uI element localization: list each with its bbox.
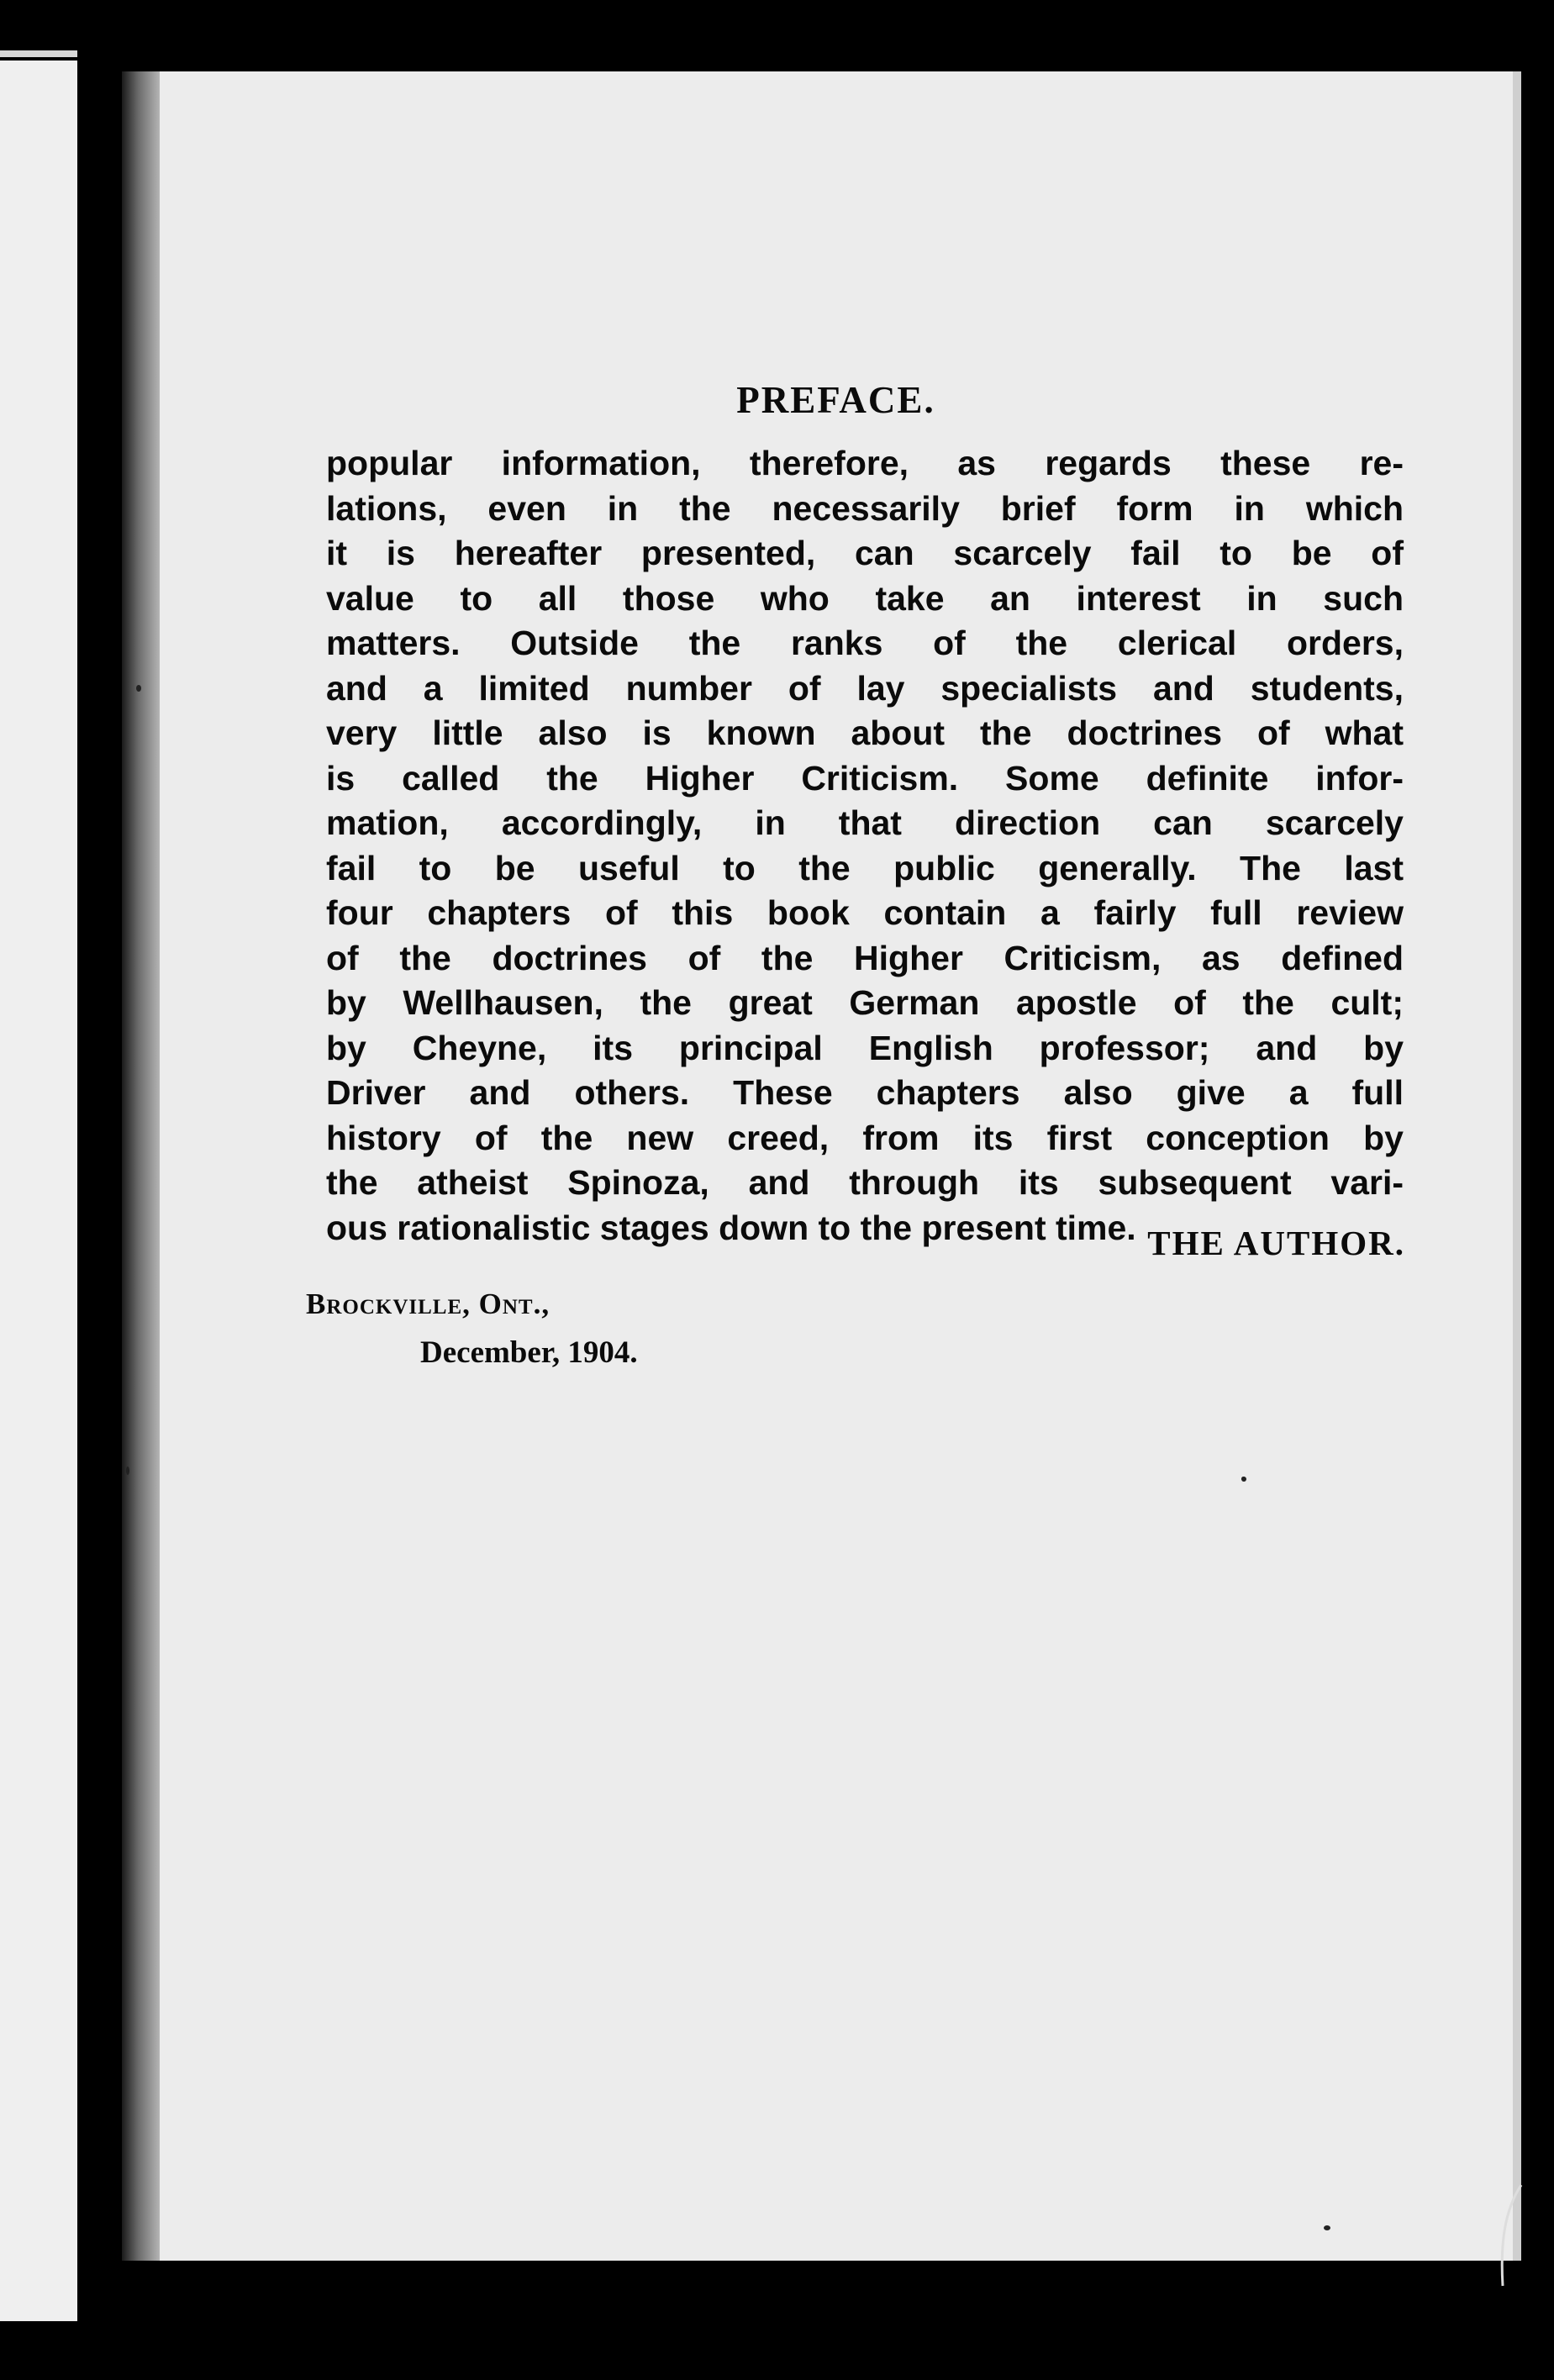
scan-speck — [1241, 1477, 1246, 1481]
author-signature: THE AUTHOR. — [1147, 1224, 1405, 1262]
date-line: December, 1904. — [420, 1335, 638, 1370]
text-line: of the doctrines of the Higher Criticism, as defined — [326, 938, 1404, 977]
text-line: very little also is known about the doctrines of what — [326, 713, 1404, 752]
text-line: fail to be useful to the public generally. The last — [326, 848, 1404, 887]
facing-page-edge — [0, 61, 77, 2321]
book-spine — [122, 71, 162, 2261]
preface-body — [326, 441, 1404, 1251]
text-line: Driver and others. These chapters also give a full — [326, 1073, 1404, 1112]
text-line: the atheist Spinoza, and through its subsequent vari- — [326, 1163, 1404, 1202]
text-line: is called the Higher Criticism. Some definite infor- — [326, 758, 1404, 798]
text-line: mation, accordingly, in that direction can scarcely — [326, 803, 1404, 842]
text-line: it is hereafter presented, can scarcely fail to be of — [326, 534, 1404, 572]
text-line: matters. Outside the ranks of the clerical orders, — [326, 624, 1404, 662]
scan-speck — [136, 685, 141, 692]
text-line: by Cheyne, its principal English professor; and by — [326, 1028, 1404, 1067]
page-heading: PREFACE. — [736, 379, 935, 421]
scan-speck — [1324, 2225, 1330, 2230]
page-curl-mark — [1496, 2177, 1530, 2294]
left-page-top-edge — [0, 50, 77, 57]
page-right-edge — [1513, 71, 1521, 2261]
text-line: popular information, therefore, as regards these re- — [326, 444, 1404, 482]
text-line: value to all those who take an interest in such — [326, 578, 1404, 618]
text-line: history of the new creed, from its first conception by — [326, 1118, 1404, 1157]
text-line: ous rationalistic stages down to the present time. — [326, 1208, 1136, 1247]
text-line: by Wellhausen, the great German apostle of the cult; — [326, 983, 1404, 1022]
place-line: Brockville, Ont., — [306, 1287, 550, 1320]
book-page — [160, 71, 1513, 2261]
text-line: lations, even in the necessarily brief form in which — [326, 488, 1404, 528]
text-line: four chapters of this book contain a fairly full review — [326, 893, 1404, 932]
scan-speck — [126, 1466, 129, 1475]
text-line: and a limited number of lay specialists and students, — [326, 668, 1404, 708]
